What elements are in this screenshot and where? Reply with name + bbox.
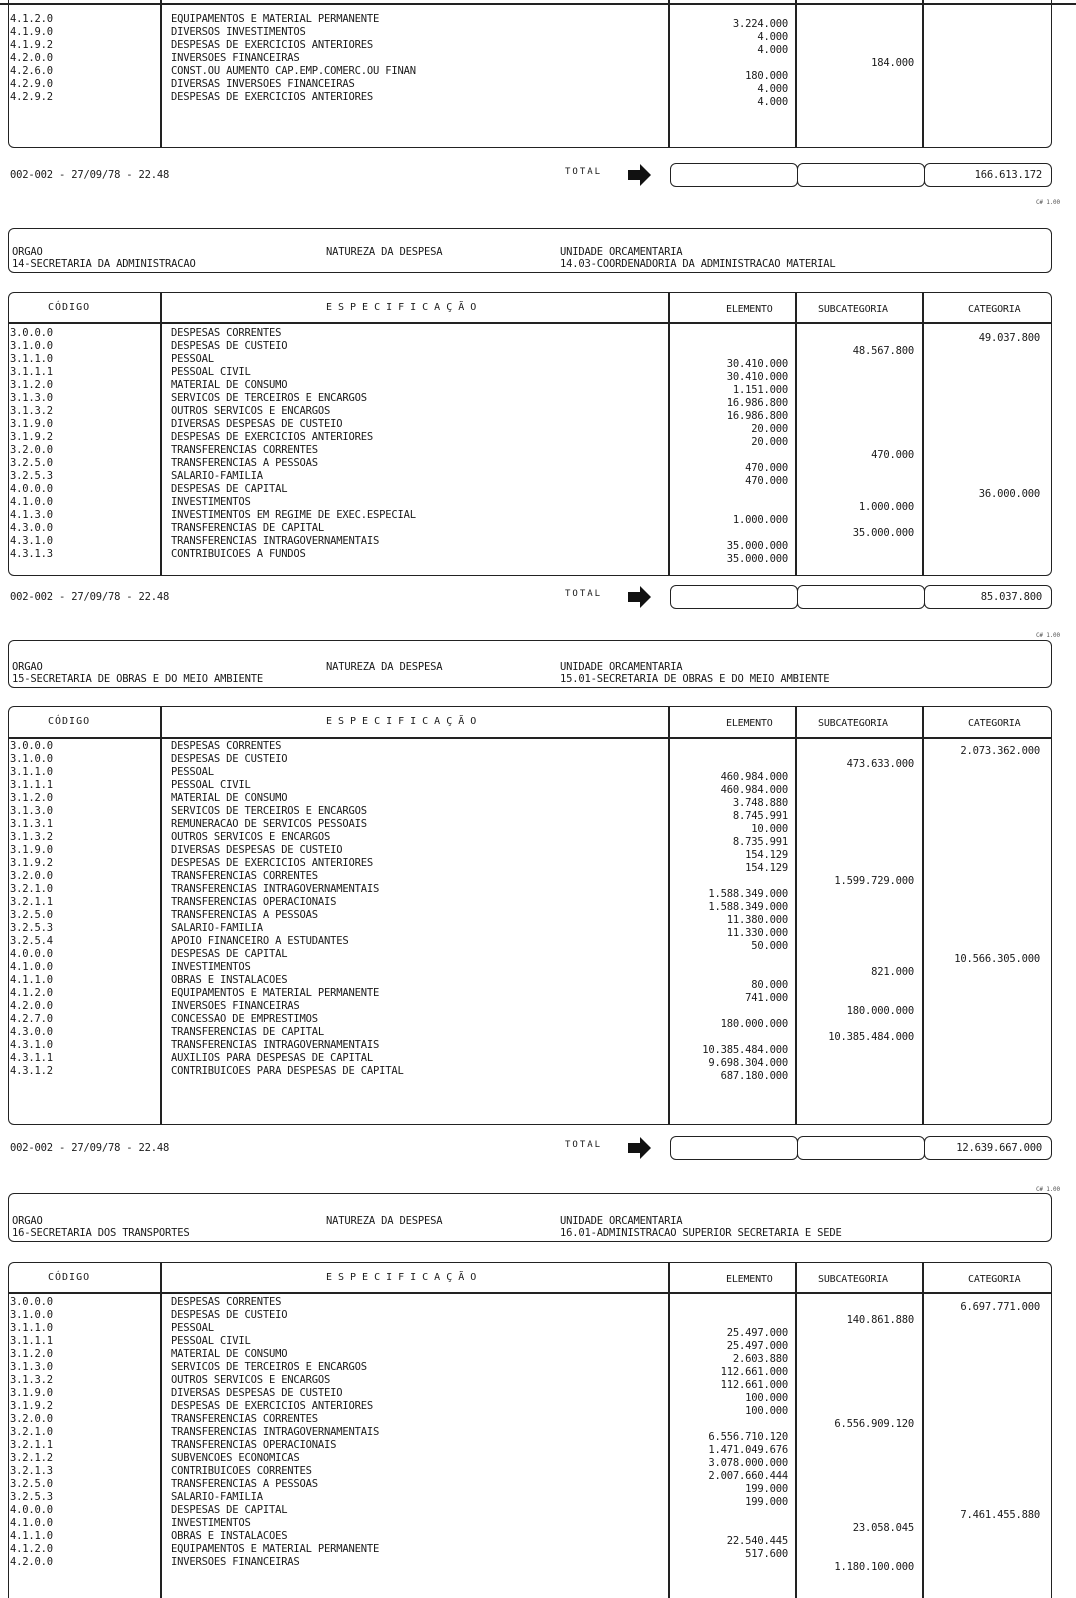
column-divider [160,1262,162,1598]
row-elemento: 470.000 [745,475,788,487]
row-code: 3.2.1.2 [10,1452,53,1464]
col-header-categoria: CATEGORIA [968,718,1021,729]
row-especificacao: REMUNERACAO DE SERVICOS PESSOAIS [171,818,367,830]
row-elemento: 460.984.000 [720,771,788,783]
orgao-label: ORGAO [12,1215,43,1227]
row-code: 3.0.0.0 [10,740,53,752]
col-header-categoria: CATEGORIA [968,304,1021,315]
row-elemento: 30.410.000 [726,371,788,383]
row-elemento: 1.588.349.000 [708,888,788,900]
row-especificacao: DESPESAS DE CUSTEIO [171,1309,288,1321]
row-code: 3.1.1.0 [10,766,53,778]
row-especificacao: DIVERSAS DESPESAS DE CUSTEIO [171,1387,343,1399]
unidade-value: 15.01-SECRETARIA DE OBRAS E DO MEIO AMBIENTE [560,673,830,685]
total-label: TOTAL [565,589,603,599]
row-code: 4.2.0.0 [10,1000,53,1012]
row-especificacao: SUBVENCOES ECONOMICAS [171,1452,300,1464]
total-elemento-box [670,163,798,187]
row-especificacao: SALARIO-FAMILIA [171,922,263,934]
row-especificacao: PESSOAL CIVIL [171,1335,251,1347]
row-code: 3.1.9.0 [10,418,53,430]
row-especificacao: TRANSFERENCIAS A PESSOAS [171,457,318,469]
row-especificacao: PESSOAL CIVIL [171,779,251,791]
row-especificacao: EQUIPAMENTOS E MATERIAL PERMANENTE [171,1543,380,1555]
row-code: 4.3.1.3 [10,548,53,560]
arrow-icon [628,170,640,180]
col-header-subcategoria: SUBCATEGORIA [818,1274,888,1285]
row-code: 4.2.6.0 [10,65,53,77]
row-elemento: 20.000 [751,436,788,448]
unidade-value: 14.03-COORDENADORIA DA ADMINISTRACAO MATERIAL [560,258,836,270]
natureza-label: NATUREZA DA DESPESA [326,1215,443,1227]
row-especificacao: PESSOAL [171,353,214,365]
column-divider [922,706,924,1125]
row-code: 4.1.9.2 [10,39,53,51]
row-elemento: 1.471.049.676 [708,1444,788,1456]
row-elemento: 100.000 [745,1405,788,1417]
footer-stamp: 002-002 - 27/09/78 - 22.48 [10,1142,170,1154]
row-especificacao: INVESTIMENTOS [171,496,251,508]
orgao-value: 16-SECRETARIA DOS TRANSPORTES [12,1227,190,1239]
row-code: 4.3.1.0 [10,1039,53,1051]
row-code: 3.1.0.0 [10,1309,53,1321]
row-code: 4.3.1.1 [10,1052,53,1064]
row-code: 3.1.2.0 [10,1348,53,1360]
row-especificacao: TRANSFERENCIAS CORRENTES [171,870,318,882]
row-elemento: 4.000 [757,31,788,43]
row-especificacao: DESPESAS CORRENTES [171,1296,282,1308]
row-code: 3.1.3.2 [10,1374,53,1386]
table-header-divider [8,322,1052,324]
col-header-codigo: CÓDIGO [48,302,91,313]
col-header-codigo: CÓDIGO [48,1272,91,1283]
row-code: 4.3.0.0 [10,522,53,534]
row-code: 3.1.3.2 [10,405,53,417]
row-especificacao: PESSOAL [171,766,214,778]
row-especificacao: OUTROS SERVICOS E ENCARGOS [171,831,331,843]
row-code: 3.1.1.0 [10,353,53,365]
page-tag: C# 1.00 [1036,199,1060,206]
row-subcategoria: 184.000 [871,57,914,69]
page-tag: C# 1.00 [1036,632,1060,639]
row-especificacao: SERVICOS DE TERCEIROS E ENCARGOS [171,1361,367,1373]
row-code: 4.1.3.0 [10,509,53,521]
row-especificacao: EQUIPAMENTOS E MATERIAL PERMANENTE [171,13,380,25]
row-especificacao: TRANSFERENCIAS A PESSOAS [171,909,318,921]
row-elemento: 741.000 [745,992,788,1004]
row-especificacao: DESPESAS DE EXERCICIOS ANTERIORES [171,91,374,103]
row-code: 4.2.7.0 [10,1013,53,1025]
row-especificacao: OBRAS E INSTALACOES [171,974,288,986]
row-especificacao: INVESTIMENTOS [171,1517,251,1529]
row-code: 3.2.5.3 [10,470,53,482]
row-code: 3.0.0.0 [10,327,53,339]
row-code: 3.1.3.0 [10,1361,53,1373]
column-divider [795,0,797,148]
row-code: 3.1.1.0 [10,1322,53,1334]
row-code: 3.1.1.1 [10,1335,53,1347]
row-especificacao: DIVERSAS DESPESAS DE CUSTEIO [171,418,343,430]
total-elemento-box [670,1136,798,1160]
row-especificacao: DESPESAS CORRENTES [171,327,282,339]
row-code: 3.0.0.0 [10,1296,53,1308]
column-divider [160,292,162,576]
row-elemento: 4.000 [757,96,788,108]
row-elemento: 25.497.000 [726,1340,788,1352]
row-elemento: 50.000 [751,940,788,952]
row-subcategoria: 48.567.800 [852,345,914,357]
total-subcategoria-box [797,163,925,187]
total-label: TOTAL [565,1140,603,1150]
row-especificacao: PESSOAL CIVIL [171,366,251,378]
row-especificacao: CONTRIBUICOES CORRENTES [171,1465,312,1477]
row-especificacao: SALARIO-FAMILIA [171,470,263,482]
total-elemento-box [670,585,798,609]
orgao-value: 14-SECRETARIA DA ADMINISTRACAO [12,258,196,270]
footer-stamp: 002-002 - 27/09/78 - 22.48 [10,169,170,181]
row-elemento: 11.380.000 [726,914,788,926]
row-especificacao: DIVERSAS DESPESAS DE CUSTEIO [171,844,343,856]
row-code: 3.2.5.4 [10,935,53,947]
row-elemento: 112.661.000 [720,1366,788,1378]
natureza-label: NATUREZA DA DESPESA [326,246,443,258]
row-elemento: 16.986.800 [726,397,788,409]
total-categoria-value: 166.613.172 [974,169,1042,181]
row-categoria: 49.037.800 [978,332,1040,344]
row-especificacao: MATERIAL DE CONSUMO [171,379,288,391]
row-especificacao: CONCESSAO DE EMPRESTIMOS [171,1013,318,1025]
row-subcategoria: 1.599.729.000 [834,875,914,887]
footer-stamp: 002-002 - 27/09/78 - 22.48 [10,591,170,603]
page-tag: C# 1.00 [1036,1186,1060,1193]
column-divider [160,706,162,1125]
col-header-elemento: ELEMENTO [726,718,773,729]
arrow-icon [628,592,640,602]
row-especificacao: TRANSFERENCIAS INTRAGOVERNAMENTAIS [171,535,380,547]
row-especificacao: DESPESAS DE EXERCICIOS ANTERIORES [171,857,374,869]
row-especificacao: INVERSOES FINANCEIRAS [171,1000,300,1012]
row-elemento: 112.661.000 [720,1379,788,1391]
row-code: 3.1.3.1 [10,818,53,830]
row-code: 3.1.9.2 [10,857,53,869]
row-especificacao: TRANSFERENCIAS INTRAGOVERNAMENTAIS [171,1039,380,1051]
col-header-especificacao: ESPECIFICAÇÃO [326,716,483,727]
row-elemento: 100.000 [745,1392,788,1404]
row-code: 3.1.2.0 [10,792,53,804]
row-code: 4.2.9.2 [10,91,53,103]
row-subcategoria: 470.000 [871,449,914,461]
col-header-codigo: CÓDIGO [48,716,91,727]
arrow-icon [628,1143,640,1153]
row-especificacao: INVESTIMENTOS EM REGIME DE EXEC.ESPECIAL [171,509,416,521]
row-especificacao: SALARIO-FAMILIA [171,1491,263,1503]
row-elemento: 199.000 [745,1483,788,1495]
row-especificacao: TRANSFERENCIAS OPERACIONAIS [171,1439,337,1451]
row-code: 4.0.0.0 [10,948,53,960]
row-especificacao: TRANSFERENCIAS DE CAPITAL [171,1026,325,1038]
row-code: 3.1.9.0 [10,1387,53,1399]
row-especificacao: MATERIAL DE CONSUMO [171,792,288,804]
row-code: 4.2.9.0 [10,78,53,90]
row-especificacao: DIVERSOS INVESTIMENTOS [171,26,306,38]
column-divider [160,0,162,148]
row-code: 3.1.0.0 [10,753,53,765]
row-code: 4.0.0.0 [10,1504,53,1516]
row-elemento: 3.224.000 [732,18,788,30]
row-elemento: 11.330.000 [726,927,788,939]
page-top-edge [0,3,1076,5]
row-elemento: 8.745.991 [732,810,788,822]
total-subcategoria-box [797,1136,925,1160]
row-code: 3.1.3.2 [10,831,53,843]
col-header-categoria: CATEGORIA [968,1274,1021,1285]
row-elemento: 35.000.000 [726,540,788,552]
row-especificacao: OUTROS SERVICOS E ENCARGOS [171,405,331,417]
row-code: 3.2.5.3 [10,922,53,934]
row-especificacao: TRANSFERENCIAS CORRENTES [171,1413,318,1425]
row-elemento: 460.984.000 [720,784,788,796]
row-elemento: 4.000 [757,44,788,56]
row-especificacao: EQUIPAMENTOS E MATERIAL PERMANENTE [171,987,380,999]
row-especificacao: OUTROS SERVICOS E ENCARGOS [171,1374,331,1386]
row-elemento: 2.603.880 [732,1353,788,1365]
unidade-label: UNIDADE ORCAMENTARIA [560,246,683,258]
arrow-head-icon [640,164,651,186]
row-especificacao: DESPESAS DE EXERCICIOS ANTERIORES [171,39,374,51]
row-especificacao: DESPESAS DE CUSTEIO [171,753,288,765]
row-code: 4.1.0.0 [10,1517,53,1529]
row-especificacao: DESPESAS DE CAPITAL [171,483,288,495]
col-header-subcategoria: SUBCATEGORIA [818,304,888,315]
row-subcategoria: 180.000.000 [846,1005,914,1017]
row-code: 3.1.9.0 [10,844,53,856]
row-code: 3.2.1.3 [10,1465,53,1477]
row-code: 3.2.0.0 [10,444,53,456]
row-code: 3.1.2.0 [10,379,53,391]
col-header-elemento: ELEMENTO [726,304,773,315]
row-elemento: 10.385.484.000 [702,1044,788,1056]
unidade-label: UNIDADE ORCAMENTARIA [560,661,683,673]
row-code: 4.3.1.2 [10,1065,53,1077]
row-elemento: 3.748.880 [732,797,788,809]
row-categoria: 2.073.362.000 [960,745,1040,757]
row-code: 3.2.5.0 [10,909,53,921]
unidade-label: UNIDADE ORCAMENTARIA [560,1215,683,1227]
row-code: 3.1.0.0 [10,340,53,352]
row-elemento: 35.000.000 [726,553,788,565]
row-code: 4.1.2.0 [10,1543,53,1555]
row-code: 4.1.0.0 [10,496,53,508]
row-elemento: 154.129 [745,849,788,861]
row-code: 4.3.0.0 [10,1026,53,1038]
row-elemento: 4.000 [757,83,788,95]
row-especificacao: DIVERSAS INVERSOES FINANCEIRAS [171,78,355,90]
row-elemento: 180.000 [745,70,788,82]
arrow-head-icon [640,1137,651,1159]
row-especificacao: TRANSFERENCIAS OPERACIONAIS [171,896,337,908]
row-code: 3.1.1.1 [10,779,53,791]
row-code: 3.2.1.1 [10,1439,53,1451]
col-header-subcategoria: SUBCATEGORIA [818,718,888,729]
row-elemento: 9.698.304.000 [708,1057,788,1069]
row-categoria: 10.566.305.000 [954,953,1040,965]
natureza-label: NATUREZA DA DESPESA [326,661,443,673]
unidade-value: 16.01-ADMINISTRACAO SUPERIOR SECRETARIA E SEDE [560,1227,842,1239]
row-especificacao: DESPESAS CORRENTES [171,740,282,752]
row-especificacao: MATERIAL DE CONSUMO [171,1348,288,1360]
row-elemento: 687.180.000 [720,1070,788,1082]
row-elemento: 30.410.000 [726,358,788,370]
row-especificacao: CONST.OU AUMENTO CAP.EMP.COMERC.OU FINAN [171,65,416,77]
row-categoria: 36.000.000 [978,488,1040,500]
row-code: 3.1.1.1 [10,366,53,378]
row-especificacao: INVERSOES FINANCEIRAS [171,52,300,64]
column-divider [922,0,924,148]
total-categoria-value: 12.639.667.000 [956,1142,1042,1154]
col-header-elemento: ELEMENTO [726,1274,773,1285]
row-especificacao: TRANSFERENCIAS INTRAGOVERNAMENTAIS [171,1426,380,1438]
row-code: 4.1.1.0 [10,974,53,986]
row-especificacao: TRANSFERENCIAS DE CAPITAL [171,522,325,534]
row-subcategoria: 140.861.880 [846,1314,914,1326]
total-label: TOTAL [565,167,603,177]
row-code: 4.1.2.0 [10,987,53,999]
row-elemento: 80.000 [751,979,788,991]
row-subcategoria: 10.385.484.000 [828,1031,914,1043]
row-elemento: 199.000 [745,1496,788,1508]
row-code: 3.2.1.0 [10,883,53,895]
col-header-especificacao: ESPECIFICAÇÃO [326,302,483,313]
row-elemento: 1.588.349.000 [708,901,788,913]
orgao-label: ORGAO [12,246,43,258]
row-especificacao: OBRAS E INSTALACOES [171,1530,288,1542]
row-especificacao: CONTRIBUICOES A FUNDOS [171,548,306,560]
row-especificacao: INVERSOES FINANCEIRAS [171,1556,300,1568]
row-code: 4.1.0.0 [10,961,53,973]
row-categoria: 6.697.771.000 [960,1301,1040,1313]
row-subcategoria: 35.000.000 [852,527,914,539]
row-code: 3.2.5.3 [10,1491,53,1503]
row-elemento: 2.007.660.444 [708,1470,788,1482]
row-code: 3.1.9.2 [10,431,53,443]
row-elemento: 154.129 [745,862,788,874]
row-subcategoria: 821.000 [871,966,914,978]
row-code: 4.2.0.0 [10,52,53,64]
total-categoria-value: 85.037.800 [980,591,1042,603]
row-elemento: 25.497.000 [726,1327,788,1339]
row-code: 3.2.5.0 [10,457,53,469]
row-code: 3.1.9.2 [10,1400,53,1412]
total-subcategoria-box [797,585,925,609]
row-especificacao: TRANSFERENCIAS INTRAGOVERNAMENTAIS [171,883,380,895]
row-especificacao: DESPESAS DE CAPITAL [171,948,288,960]
row-code: 4.3.1.0 [10,535,53,547]
row-code: 4.2.0.0 [10,1556,53,1568]
row-especificacao: DESPESAS DE EXERCICIOS ANTERIORES [171,1400,374,1412]
row-especificacao: DESPESAS DE CAPITAL [171,1504,288,1516]
row-especificacao: SERVICOS DE TERCEIROS E ENCARGOS [171,805,367,817]
row-especificacao: TRANSFERENCIAS A PESSOAS [171,1478,318,1490]
row-code: 3.2.5.0 [10,1478,53,1490]
row-code: 4.0.0.0 [10,483,53,495]
row-elemento: 470.000 [745,462,788,474]
row-subcategoria: 1.000.000 [858,501,914,513]
table-header-divider [8,737,1052,739]
row-especificacao: AUXILIOS PARA DESPESAS DE CAPITAL [171,1052,374,1064]
row-elemento: 8.735.991 [732,836,788,848]
table-box [8,0,1052,148]
row-code: 3.2.1.0 [10,1426,53,1438]
row-categoria: 7.461.455.880 [960,1509,1040,1521]
row-code: 3.2.0.0 [10,1413,53,1425]
row-elemento: 10.000 [751,823,788,835]
arrow-head-icon [640,586,651,608]
row-subcategoria: 23.058.045 [852,1522,914,1534]
row-elemento: 180.000.000 [720,1018,788,1030]
row-elemento: 3.078.000.000 [708,1457,788,1469]
row-especificacao: CONTRIBUICOES PARA DESPESAS DE CAPITAL [171,1065,404,1077]
row-especificacao: PESSOAL [171,1322,214,1334]
row-code: 4.1.1.0 [10,1530,53,1542]
row-subcategoria: 1.180.100.000 [834,1561,914,1573]
row-elemento: 1.151.000 [732,384,788,396]
row-elemento: 517.600 [745,1548,788,1560]
row-code: 3.2.1.1 [10,896,53,908]
row-elemento: 1.000.000 [732,514,788,526]
row-especificacao: SERVICOS DE TERCEIROS E ENCARGOS [171,392,367,404]
row-subcategoria: 6.556.909.120 [834,1418,914,1430]
row-code: 3.1.3.0 [10,392,53,404]
col-header-especificacao: ESPECIFICAÇÃO [326,1272,483,1283]
row-elemento: 22.540.445 [726,1535,788,1547]
row-especificacao: APOIO FINANCEIRO A ESTUDANTES [171,935,349,947]
row-especificacao: DESPESAS DE EXERCICIOS ANTERIORES [171,431,374,443]
row-elemento: 6.556.710.120 [708,1431,788,1443]
row-elemento: 16.986.800 [726,410,788,422]
row-code: 4.1.9.0 [10,26,53,38]
row-code: 4.1.2.0 [10,13,53,25]
row-especificacao: INVESTIMENTOS [171,961,251,973]
row-especificacao: DESPESAS DE CUSTEIO [171,340,288,352]
orgao-label: ORGAO [12,661,43,673]
row-code: 3.1.3.0 [10,805,53,817]
row-subcategoria: 473.633.000 [846,758,914,770]
row-code: 3.2.0.0 [10,870,53,882]
row-elemento: 20.000 [751,423,788,435]
row-especificacao: TRANSFERENCIAS CORRENTES [171,444,318,456]
orgao-value: 15-SECRETARIA DE OBRAS E DO MEIO AMBIENTE [12,673,263,685]
table-header-divider [8,1292,1052,1294]
